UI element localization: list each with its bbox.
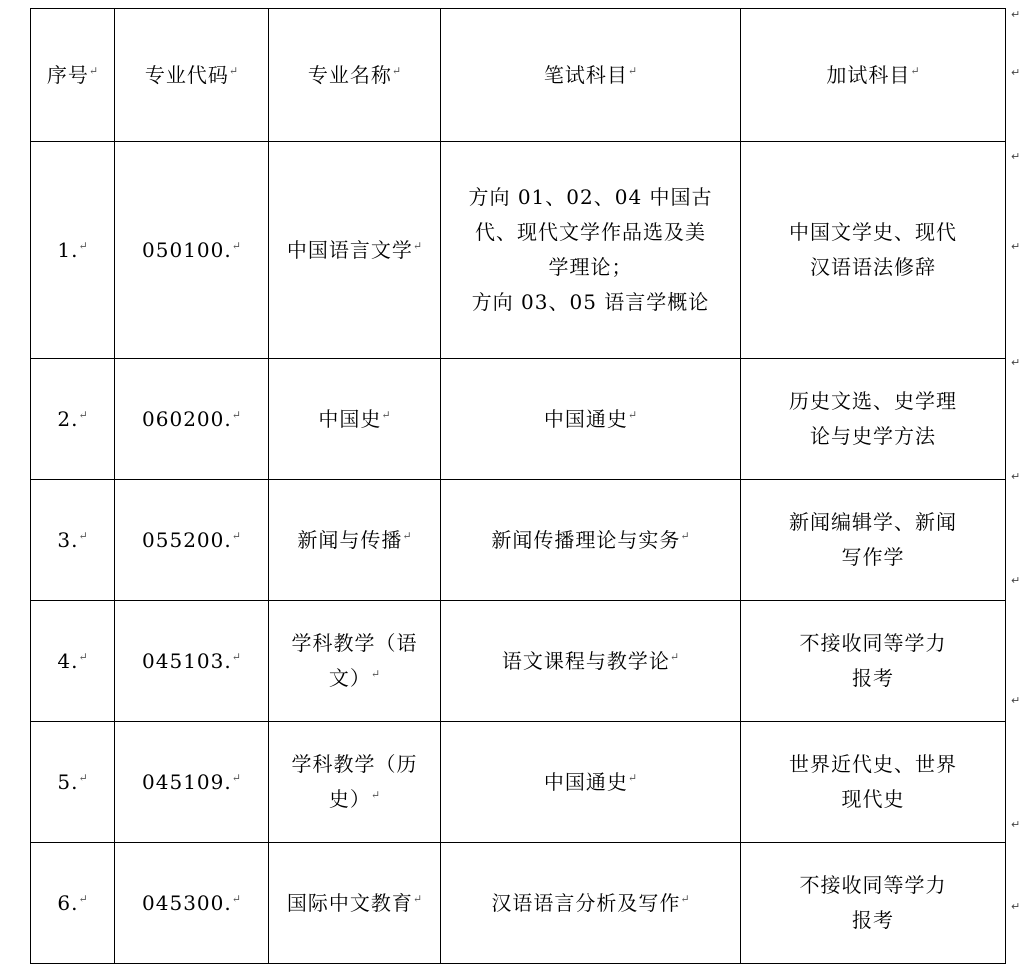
cell-index xyxy=(31,142,115,359)
cell-written-value: 汉语语言分析及写作 xyxy=(491,890,681,915)
cell-extra-line: 世界近代史、世界 xyxy=(789,752,957,776)
cell-major-value: 中国语言文学 xyxy=(286,237,413,262)
paragraph-mark-icon: ↵ xyxy=(231,649,241,663)
cell-code xyxy=(115,843,269,964)
cell-extra xyxy=(741,843,1006,964)
column-header-extra-label: 加试科目 xyxy=(826,62,911,87)
cell-written-value: 中国通史 xyxy=(543,406,628,431)
paragraph-mark-icon: ↵ xyxy=(1011,66,1021,79)
paragraph-mark-icon: ↵ xyxy=(231,407,241,421)
cell-extra xyxy=(741,480,1006,601)
cell-index-value: 1. xyxy=(57,237,79,262)
table-row xyxy=(31,480,1006,601)
cell-index xyxy=(31,601,115,722)
paragraph-mark-icon: ↵ xyxy=(231,528,241,542)
cell-code xyxy=(115,480,269,601)
cell-extra-line: 历史文选、史学理 xyxy=(789,389,957,413)
cell-major xyxy=(269,142,441,359)
paragraph-mark-icon: ↵ xyxy=(1011,694,1021,707)
table-body xyxy=(31,142,1006,964)
cell-extra xyxy=(741,359,1006,480)
column-header-written xyxy=(441,9,741,142)
paragraph-mark-icon: ↵ xyxy=(1011,8,1021,21)
cell-code-value: 045300. xyxy=(142,890,232,915)
paragraph-mark-icon: ↵ xyxy=(910,63,920,77)
cell-index xyxy=(31,359,115,480)
cell-code-value: 055200. xyxy=(142,527,232,552)
table-header xyxy=(31,9,1006,142)
exam-subjects-table xyxy=(30,8,1006,964)
paragraph-mark-icon: ↵ xyxy=(412,891,423,905)
cell-major xyxy=(269,359,441,480)
column-header-extra xyxy=(741,9,1006,142)
cell-code xyxy=(115,722,269,843)
cell-code-value: 050100. xyxy=(142,237,232,262)
cell-index-value: 5. xyxy=(57,769,79,794)
cell-extra xyxy=(741,722,1006,843)
cell-written xyxy=(441,142,741,359)
cell-written-line: 代、现代文学作品选及美 xyxy=(475,220,706,244)
paragraph-mark-icon: ↵ xyxy=(627,63,638,77)
paragraph-mark-icon: ↵ xyxy=(370,788,381,802)
table-row xyxy=(31,722,1006,843)
cell-major xyxy=(269,722,441,843)
cell-extra-line: 报考 xyxy=(852,908,894,932)
cell-extra-line: 不接收同等学力 xyxy=(799,631,947,655)
paragraph-mark-icon: ↵ xyxy=(381,407,391,421)
margin-paragraph-marks xyxy=(1011,0,1027,924)
cell-code-value: 045109. xyxy=(142,769,232,794)
cell-written-line: 方向 03、05 语言学概论 xyxy=(471,290,710,314)
paragraph-mark-icon: ↵ xyxy=(627,407,638,421)
column-header-code-label: 专业代码 xyxy=(144,62,229,87)
paragraph-mark-icon: ↵ xyxy=(1011,900,1021,913)
paragraph-mark-icon: ↵ xyxy=(228,63,239,77)
cell-written xyxy=(441,722,741,843)
cell-extra-line: 现代史 xyxy=(841,787,905,811)
paragraph-mark-icon: ↵ xyxy=(231,238,241,252)
cell-written-value: 新闻传播理论与实务 xyxy=(491,527,681,552)
cell-major-value: 学科教学（历史） xyxy=(291,752,418,811)
cell-extra-line: 写作学 xyxy=(841,545,905,569)
paragraph-mark-icon: ↵ xyxy=(78,407,88,421)
cell-written xyxy=(441,480,741,601)
column-header-code xyxy=(115,9,269,142)
paragraph-mark-icon: ↵ xyxy=(78,238,88,252)
cell-written xyxy=(441,601,741,722)
cell-major-value: 新闻与传播 xyxy=(297,527,403,552)
column-header-index-label: 序号 xyxy=(46,62,89,87)
cell-extra-line: 论与史学方法 xyxy=(810,424,936,448)
column-header-major-label: 专业名称 xyxy=(307,62,392,87)
paragraph-mark-icon: ↵ xyxy=(680,528,690,542)
paragraph-mark-icon: ↵ xyxy=(88,63,99,77)
cell-extra-line: 中国文学史、现代 xyxy=(789,220,957,244)
cell-written-value: 中国通史 xyxy=(543,769,628,794)
cell-extra-line: 汉语语法修辞 xyxy=(810,255,936,279)
cell-major xyxy=(269,843,441,964)
cell-code xyxy=(115,601,269,722)
cell-major xyxy=(269,480,441,601)
paragraph-mark-icon: ↵ xyxy=(627,770,638,784)
paragraph-mark-icon: ↵ xyxy=(78,891,88,905)
paragraph-mark-icon: ↵ xyxy=(78,770,88,784)
table-row xyxy=(31,601,1006,722)
cell-code xyxy=(115,359,269,480)
paragraph-mark-icon: ↵ xyxy=(680,891,690,905)
table-row xyxy=(31,142,1006,359)
cell-major xyxy=(269,601,441,722)
cell-index-value: 6. xyxy=(57,890,79,915)
cell-extra xyxy=(741,142,1006,359)
table-row xyxy=(31,359,1006,480)
table-header-row xyxy=(31,9,1006,142)
cell-code-value: 060200. xyxy=(142,406,232,431)
cell-index-value: 4. xyxy=(57,648,79,673)
paragraph-mark-icon: ↵ xyxy=(1011,574,1021,587)
cell-code-value: 045103. xyxy=(142,648,232,673)
column-header-major xyxy=(269,9,441,142)
cell-index-value: 3. xyxy=(57,527,79,552)
paragraph-mark-icon: ↵ xyxy=(78,649,88,663)
cell-extra-line: 新闻编辑学、新闻 xyxy=(789,510,957,534)
paragraph-mark-icon: ↵ xyxy=(412,238,423,252)
paragraph-mark-icon: ↵ xyxy=(78,528,88,542)
paragraph-mark-icon: ↵ xyxy=(1011,356,1021,369)
cell-extra-line: 不接收同等学力 xyxy=(799,873,947,897)
cell-extra-line: 报考 xyxy=(852,666,894,690)
cell-index xyxy=(31,843,115,964)
cell-index-value: 2. xyxy=(57,406,79,431)
cell-extra xyxy=(741,601,1006,722)
cell-major-value: 中国史 xyxy=(318,406,382,431)
paragraph-mark-icon: ↵ xyxy=(370,667,381,681)
column-header-index xyxy=(31,9,115,142)
paragraph-mark-icon: ↵ xyxy=(1011,240,1021,253)
paragraph-mark-icon: ↵ xyxy=(402,528,412,542)
cell-major-value: 国际中文教育 xyxy=(286,890,413,915)
cell-written xyxy=(441,843,741,964)
cell-index xyxy=(31,480,115,601)
paragraph-mark-icon: ↵ xyxy=(231,770,241,784)
table-row xyxy=(31,843,1006,964)
cell-written xyxy=(441,359,741,480)
paragraph-mark-icon: ↵ xyxy=(669,649,680,663)
paragraph-mark-icon: ↵ xyxy=(231,891,241,905)
cell-written-line: 方向 01、02、04 中国古 xyxy=(468,185,713,209)
paragraph-mark-icon: ↵ xyxy=(1011,818,1021,831)
cell-index xyxy=(31,722,115,843)
paragraph-mark-icon: ↵ xyxy=(1011,150,1021,163)
cell-major-value: 学科教学（语文） xyxy=(291,631,418,690)
cell-code xyxy=(115,142,269,359)
column-header-written-label: 笔试科目 xyxy=(543,62,628,87)
paragraph-mark-icon: ↵ xyxy=(1011,470,1021,483)
cell-written-value: 语文课程与教学论 xyxy=(501,648,670,673)
paragraph-mark-icon: ↵ xyxy=(391,63,402,77)
cell-written-line: 学理论； xyxy=(548,255,633,279)
